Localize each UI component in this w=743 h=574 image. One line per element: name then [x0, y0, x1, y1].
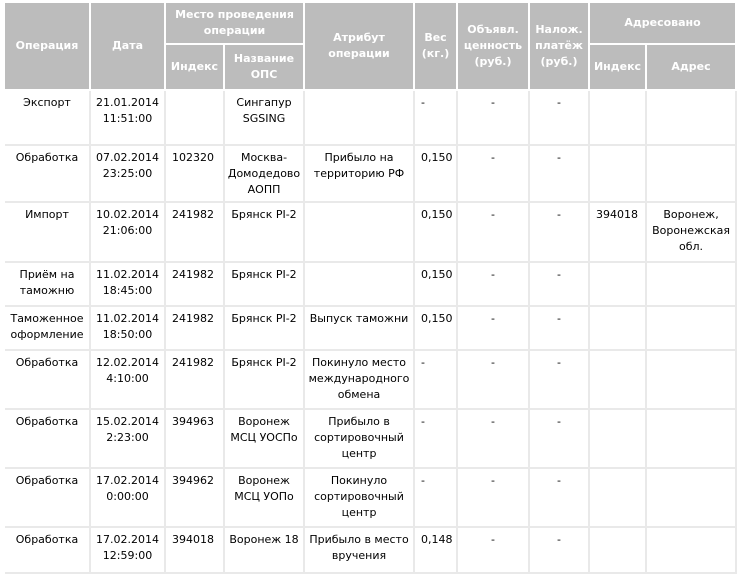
- header-cod: Налож. платёж (руб.): [530, 3, 590, 91]
- cell-addr-index: [590, 410, 647, 469]
- cell-attribute: [305, 203, 415, 263]
- cell-operation: Приём на таможню: [5, 263, 91, 307]
- cell-weight: -: [415, 351, 458, 410]
- cell-attribute: Прибыло на территорию РФ: [305, 146, 415, 203]
- cell-operation: Обработка: [5, 410, 91, 469]
- cell-addr-index: [590, 91, 647, 146]
- cell-addr-index: [590, 263, 647, 307]
- tracking-table: [5, 3, 737, 574]
- cell-declared-value: -: [458, 203, 530, 263]
- table-row: [5, 469, 737, 528]
- cell-addr-address: [647, 528, 737, 574]
- table-row: [5, 307, 737, 351]
- cell-addr-address: [647, 410, 737, 469]
- cell-place-index: 241982: [166, 203, 225, 263]
- cell-operation: Обработка: [5, 146, 91, 203]
- cell-operation: Экспорт: [5, 91, 91, 146]
- cell-declared-value: -: [458, 351, 530, 410]
- cell-cod: -: [530, 203, 590, 263]
- table-row: [5, 528, 737, 574]
- cell-declared-value: -: [458, 528, 530, 574]
- cell-date: 10.02.2014 21:06:00: [91, 203, 166, 263]
- cell-date: 21.01.2014 11:51:00: [91, 91, 166, 146]
- cell-declared-value: -: [458, 146, 530, 203]
- cell-place-index: 394963: [166, 410, 225, 469]
- cell-declared-value: -: [458, 307, 530, 351]
- cell-cod: -: [530, 410, 590, 469]
- cell-declared-value: -: [458, 410, 530, 469]
- cell-operation: Обработка: [5, 469, 91, 528]
- cell-declared-value: -: [458, 469, 530, 528]
- cell-addr-index: [590, 307, 647, 351]
- header-addr-index: Индекс: [590, 45, 647, 91]
- cell-addr-address: [647, 263, 737, 307]
- cell-date: 17.02.2014 0:00:00: [91, 469, 166, 528]
- table-row: [5, 351, 737, 410]
- cell-attribute: Прибыло в сортировочный центр: [305, 410, 415, 469]
- cell-place-index: 394018: [166, 528, 225, 574]
- cell-addr-address: [647, 146, 737, 203]
- cell-place-name: Брянск PI-2: [225, 307, 305, 351]
- table-row: [5, 146, 737, 203]
- header-date: Дата: [91, 3, 166, 91]
- cell-addr-address: [647, 469, 737, 528]
- cell-attribute: Покинуло место международного обмена: [305, 351, 415, 410]
- cell-operation: Импорт: [5, 203, 91, 263]
- cell-date: 07.02.2014 23:25:00: [91, 146, 166, 203]
- cell-date: 11.02.2014 18:45:00: [91, 263, 166, 307]
- cell-cod: -: [530, 469, 590, 528]
- cell-attribute: Выпуск таможни: [305, 307, 415, 351]
- cell-place-name: Москва-Домодедово АОПП: [225, 146, 305, 203]
- header-addressed: Адресовано: [590, 3, 737, 45]
- header-weight: Вес (кг.): [415, 3, 458, 91]
- cell-place-name: Воронеж МСЦ УОПо: [225, 469, 305, 528]
- cell-attribute: [305, 263, 415, 307]
- cell-declared-value: -: [458, 263, 530, 307]
- cell-operation: Обработка: [5, 351, 91, 410]
- header-place-name: Название ОПС: [225, 45, 305, 91]
- table-row: [5, 263, 737, 307]
- cell-weight: 0,148: [415, 528, 458, 574]
- header-operation: Операция: [5, 3, 91, 91]
- cell-weight: -: [415, 91, 458, 146]
- header-declared-value: Объявл. ценность (руб.): [458, 3, 530, 91]
- cell-cod: -: [530, 91, 590, 146]
- cell-declared-value: -: [458, 91, 530, 146]
- cell-place-name: Воронеж 18: [225, 528, 305, 574]
- cell-addr-address: [647, 91, 737, 146]
- cell-date: 17.02.2014 12:59:00: [91, 528, 166, 574]
- cell-place-name: Брянск PI-2: [225, 351, 305, 410]
- cell-place-name: Брянск PI-2: [225, 203, 305, 263]
- cell-place-index: 241982: [166, 307, 225, 351]
- table-row: [5, 91, 737, 146]
- cell-addr-address: [647, 351, 737, 410]
- cell-weight: 0,150: [415, 146, 458, 203]
- cell-place-index: 102320: [166, 146, 225, 203]
- cell-place-index: 241982: [166, 263, 225, 307]
- cell-cod: -: [530, 351, 590, 410]
- cell-place-name: Сингапур SGSING: [225, 91, 305, 146]
- cell-place-name: Воронеж МСЦ УОСПо: [225, 410, 305, 469]
- cell-addr-index: [590, 146, 647, 203]
- cell-attribute: Прибыло в место вручения: [305, 528, 415, 574]
- cell-cod: -: [530, 307, 590, 351]
- cell-date: 15.02.2014 2:23:00: [91, 410, 166, 469]
- cell-cod: -: [530, 146, 590, 203]
- cell-attribute: Покинуло сортировочный центр: [305, 469, 415, 528]
- cell-cod: -: [530, 263, 590, 307]
- cell-weight: 0,150: [415, 263, 458, 307]
- cell-place-index: [166, 91, 225, 146]
- cell-operation: Обработка: [5, 528, 91, 574]
- cell-addr-index: [590, 351, 647, 410]
- cell-addr-address: Воронеж, Воронежская обл.: [647, 203, 737, 263]
- table-row: [5, 203, 737, 263]
- cell-operation: Таможенное оформление: [5, 307, 91, 351]
- cell-place-name: Брянск PI-2: [225, 263, 305, 307]
- table-row: [5, 410, 737, 469]
- cell-weight: -: [415, 469, 458, 528]
- header-place-index: Индекс: [166, 45, 225, 91]
- cell-addr-index: [590, 528, 647, 574]
- cell-date: 12.02.2014 4:10:00: [91, 351, 166, 410]
- header-attribute: Атрибут операции: [305, 3, 415, 91]
- table-body: [5, 91, 737, 574]
- cell-addr-index: 394018: [590, 203, 647, 263]
- cell-place-index: 394962: [166, 469, 225, 528]
- cell-place-index: 241982: [166, 351, 225, 410]
- header-addr-address: Адрес: [647, 45, 737, 91]
- cell-weight: 0,150: [415, 307, 458, 351]
- cell-weight: 0,150: [415, 203, 458, 263]
- cell-cod: -: [530, 528, 590, 574]
- cell-addr-address: [647, 307, 737, 351]
- cell-addr-index: [590, 469, 647, 528]
- header-place: Место проведения операции: [166, 3, 305, 45]
- table-header: [5, 3, 737, 91]
- cell-weight: -: [415, 410, 458, 469]
- cell-attribute: [305, 91, 415, 146]
- cell-date: 11.02.2014 18:50:00: [91, 307, 166, 351]
